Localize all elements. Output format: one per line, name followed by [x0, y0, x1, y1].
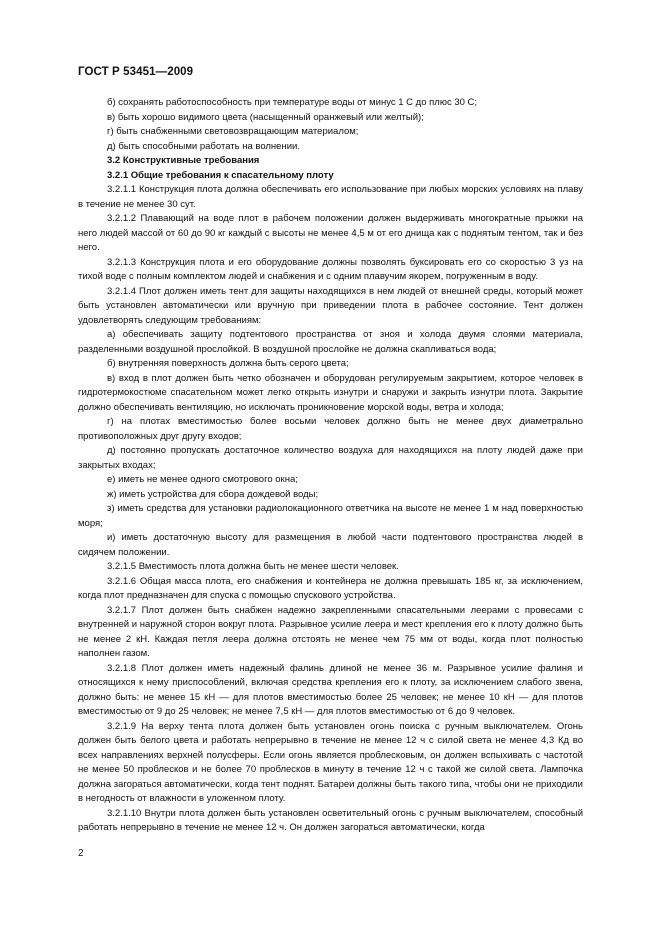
paragraph: г) быть снабженными световозвращающим материалом; [107, 126, 359, 137]
paragraph: ж) иметь устройства для сбора дождевой воды; [107, 488, 319, 500]
paragraph: 3.2.1.1 Конструкция плота должна обеспечивать его использование при любых морских условиях на плаву в течение не менее 30 сут. [78, 184, 583, 210]
paragraph: з) иметь средства для установки радиолокационного ответчика на высоте не менее 1 м над поверхностью моря; [78, 503, 583, 529]
paragraph: а) обеспечивать защиту подтентового пространства от зноя и холода двумя слоями материала, разделенными воздушной прослойкой. В воздушной прослойке не должна скапливаться вода; [78, 329, 583, 355]
paragraph: е) иметь не менее одного смотрового окна; [107, 474, 298, 485]
paragraph: д) постоянно пропускать достаточное количество воздуха для находящихся на плоту людей даже при закрытых входах; [78, 445, 583, 471]
paragraph: б) внутренняя поверхность должна быть серого цвета; [107, 358, 349, 369]
paragraph: 3.2.1.7 Плот должен быть снабжен надежно закрепленными спасательными леерами с провесами с внутренней и наружной сторон вокруг плота. Разрывное усилие леера и мест крепления его к плоту должно быть не менее 2 кН. Каждая петля леера должна отстоять не менее чем 75 мм от воды, когда плот полностью наполнен газом. [78, 604, 583, 659]
page-body [78, 96, 583, 836]
paragraph: б) сохранять работоспособность при температуре воды от минус 1 С до плюс 30 С; [107, 97, 478, 108]
section-heading: 3.2 Конструктивные требования [107, 155, 260, 166]
paragraph: 3.2.1.5 Вместимость плота должна быть не менее шести человек. [107, 561, 399, 572]
document-header: ГОСТ Р 53451—2009 [78, 66, 194, 78]
paragraph: 3.2.1.10 Внутри плота должен быть установлен осветительный огонь с ручным выключателем, способный работать непрерывно в течение не менее 12 ч. Он должен загораться автоматически, когда [78, 807, 583, 833]
paragraph: 3.2.1.2 Плавающий на воде плот в рабочем положении должен выдерживать многократные прыжки на него людей массой от 60 до 90 кг каждый с высоты не менее 4,5 м от его днища как с поднятым тентом, так и без него. [78, 213, 583, 253]
paragraph: 3.2.1.8 Плот должен иметь надежный фалинь длиной не менее 36 м. Разрывное усилие фалиня и относящихся к нему приспособлений, включая средства крепления его к плоту, за исключением слабого звена, должно быть: не менее 15 кН — для плотов вместимостью более 25 человек; не менее 10 кН — для плотов вместимостью от 9 до 25 человек; не менее 7,5 кН — для плотов вместимостью от 6 до 9 человек. [78, 662, 583, 717]
paragraph: 3.2.1.3 Конструкция плота и его оборудование должны позволять буксировать его со скоростью 3 уз на тихой воде с полным комплектом людей и снабжения и с одним плавучим якорем, погруженным в воду. [78, 256, 583, 282]
paragraph: 3.2.1.9 На верху тента плота должен быть установлен огонь поиска с ручным выключателем. Огонь должен быть белого цвета и работать непрерывно в течение не менее 12 ч с силой света не менее 4,3 Кд во всех направлениях верхней полусферы. Если огонь является проблесковым, он должен вспыхивать с частотой не менее 50 проблесков и не более 70 проблесков в минуту в течение 12 ч с такой же силой света. Лампочка должна загораться автоматически, когда тент поднят. Батареи должны быть такого типа, чтобы они не приходили в негодность от влажности в уложенном плоту. [78, 720, 583, 804]
paragraph: в) быть хорошо видимого цвета (насыщенный оранжевый или желтый); [107, 111, 424, 123]
page-number: 2 [78, 848, 84, 859]
paragraph: д) быть способными работать на волнении. [107, 140, 300, 152]
paragraph: г) на плотах вместимостью более восьми человек должно быть не менее двух диаметрально противоположных друг другу входов; [78, 416, 583, 442]
paragraph: 3.2.1.4 Плот должен иметь тент для защиты находящихся в нем людей от внешней среды, который может быть установлен автоматически или вручную при приведении плота в рабочее состояние. Тент должен удовлетворять следующим требованиям: [78, 285, 583, 326]
paragraph: в) вход в плот должен быть четко обозначен и оборудован регулируемым закрытием, которое человек в гидротермокостюме спасательном может легко открыть изнутри и снаружи и закрыть изнутри плота. Закрытие должно обеспечивать вентиляцию, но исключать проникновение морской воды, ветра и холода; [78, 372, 583, 413]
paragraph: и) иметь достаточную высоту для размещения в любой части подтентового пространства людей в сидячем положении. [78, 532, 583, 558]
paragraph: 3.2.1.6 Общая масса плота, его снабжения и контейнера не должна превышать 185 кг, за исключением, когда плот предназначен для спуска с помощью спускового устройства. [78, 575, 583, 601]
section-heading: 3.2.1 Общие требования к спасательному плоту [107, 169, 334, 181]
